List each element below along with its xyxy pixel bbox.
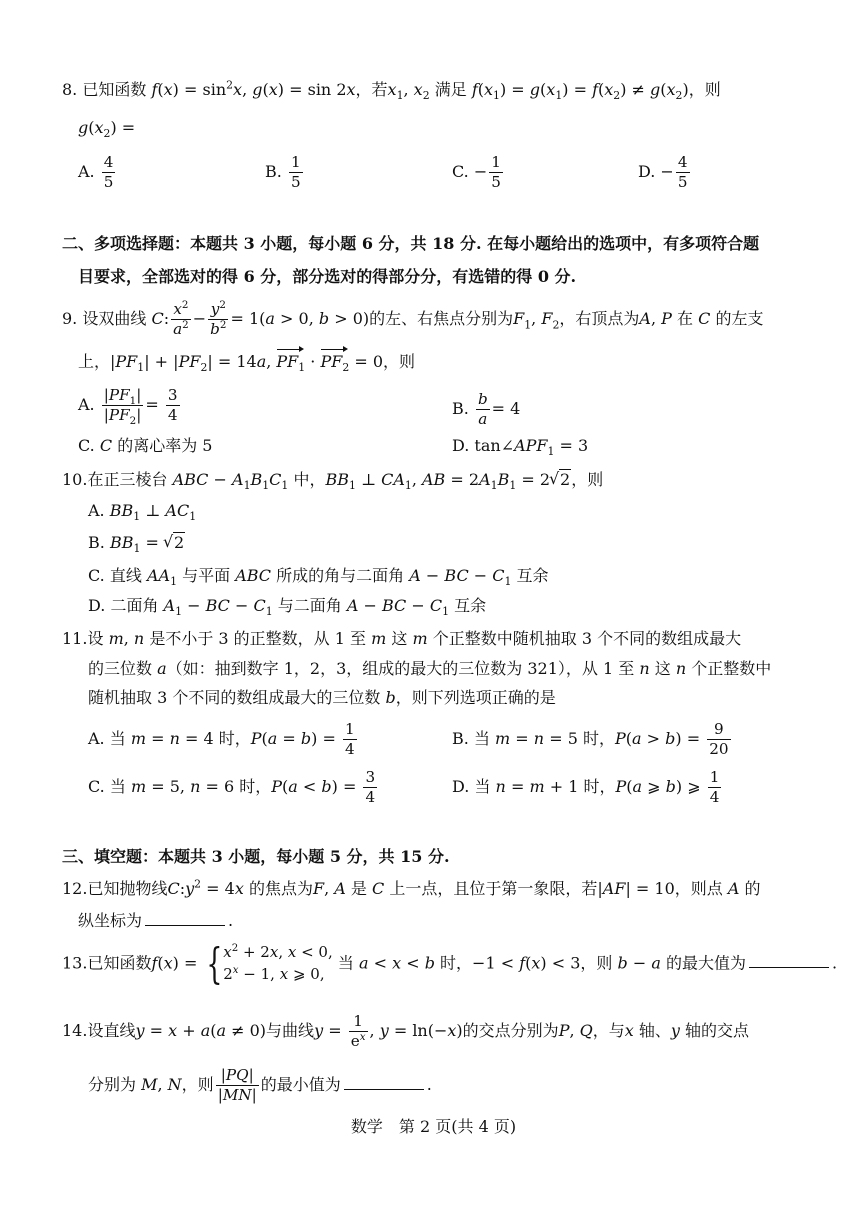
section2-heading-line1: 二、多项选择题：本题共 3 小题，每小题 6 分，共 18 分. 在每小题给出的选项中，有多项符合题	[62, 234, 760, 253]
q10-option-a: A. $BB_1$ ⊥ $AC_1$	[88, 501, 197, 524]
q12-line2: 纵坐标为 .	[78, 911, 234, 930]
q11-option-b: B. 当 m = n = 5 时，P(a > b) = $\frac{9}{20}$	[452, 720, 729, 759]
q8-number: 8.	[62, 80, 78, 99]
q8-option-c: C. − $\frac{1}{5}$	[452, 153, 501, 192]
q8-option-b: B. $\frac{1}{5}$	[265, 153, 301, 192]
q13-line1: 13.已知函数f(x) = { $x^2 + 2x$, x < 0, $2^x - 1$, x ⩾ 0, 当 a < x < b 时，−1 < f(x) < 3，则 b − a 的最大值为 .	[62, 938, 838, 988]
q11-line2: 的三位数 a（如：抽到数字 1，2，3，组成的最大的三位数为 321），从 1 至 n 这 n 个正整数中	[88, 659, 772, 678]
q8-line1: 8. 已知函数 $f(x) = \sin^2x$, g(x) = sin 2x，若$x_1$, $x_2$ 满足 $f(x_1) = g(x_1) = f(x_2) \ne g(x_2)$，则	[62, 78, 721, 103]
q14-line2: 分别为 M, N，则 $\frac{|PQ|}{|MN|}$ 的最小值为 .	[88, 1066, 432, 1105]
q8-option-d: D. − $\frac{4}{5}$	[638, 153, 688, 192]
q11-option-d: D. 当 n = m + 1 时，P(a ⩾ b) ⩾ $\frac{1}{4}$	[452, 768, 720, 807]
q9-line1: 9. 设双曲线 C: $\frac{x^2}{a^2}$ − $\frac{y^2}{b^2}$ = 1(a > 0, b > 0)的左、右焦点分别为$F_1$, $F_2$，右顶点为A, P 在 C 的左支	[62, 298, 764, 339]
q12-line1: 12.已知抛物线$C:y^2 = 4x$ 的焦点为F, A 是 C 上一点，且位于第一象限，若|AF| = 10，则点 A 的	[62, 877, 761, 898]
q11-line1: 11.设 m, n 是不小于 3 的正整数，从 1 至 m 这 m 个正整数中随机抽取 3 个不同的数组成最大	[62, 629, 742, 648]
q11-line3: 随机抽取 3 个不同的数组成最大的三位数 b，则下列选项正确的是	[88, 688, 556, 707]
q8-line2: $g(x_2)$ =	[78, 118, 136, 141]
q9-option-d: D. $\tan\angle APF_1 = 3$	[452, 436, 589, 459]
q9-line2: 上，$|PF_1| + |PF_2| = 14a$, $PF_1 \cdot PF_2 = 0$，则	[78, 352, 416, 375]
q12-answer-blank[interactable]	[145, 913, 225, 926]
q9-option-c: C. C 的离心率为 5	[78, 436, 213, 455]
q10-option-b: B. $BB_1$ = √ 2	[88, 535, 185, 551]
q11-option-a: A. 当 m = n = 4 时，P(a = b) = $\frac{1}{4}$	[88, 720, 355, 759]
page-footer: 数学 第 2 页(共 4 页)	[350, 1117, 517, 1136]
q14-answer-blank[interactable]	[344, 1077, 424, 1090]
q10-option-d: D. 二面角 $A_1$ − BC − $C_1$ 与二面角 A − BC − $C_1$ 互余	[88, 596, 487, 619]
section3-heading: 三、填空题：本题共 3 小题，每小题 5 分，共 15 分.	[62, 847, 450, 866]
q9-option-b: B. $\frac{b}{a}$ = 4	[452, 390, 521, 429]
section2-heading-line2: 目要求，全部选对的得 6 分，部分选对的得部分分，有选错的得 0 分.	[78, 267, 577, 286]
q14-line1: 14.设直线y = x + a(a ≠ 0)与曲线y = $\frac{1}{e^x}$ , y = ln(−x)的交点分别为P, Q，与x 轴、y 轴的交点	[62, 1012, 750, 1051]
q10-line1: 10.在正三棱台 ABC − $A_1B_1C_1$ 中，$BB_1$ ⊥ $CA_1$, AB = $2A_1B_1 = 2√$ 2，则	[62, 472, 603, 488]
q11-option-c: C. 当 m = 5, n = 6 时，P(a < b) = $\frac{3}{4}$	[88, 768, 376, 807]
q13-answer-blank[interactable]	[749, 955, 829, 968]
q8-option-a: A. $\frac{4}{5}$	[78, 153, 114, 192]
q10-option-c: C. 直线 $AA_1$ 与平面 ABC 所成的角与二面角 A − BC − $C_1$ 互余	[88, 566, 549, 589]
q9-option-a: A. $\frac{|PF_1|}{|PF_2|}$ = $\frac{3}{4}$	[78, 386, 178, 428]
